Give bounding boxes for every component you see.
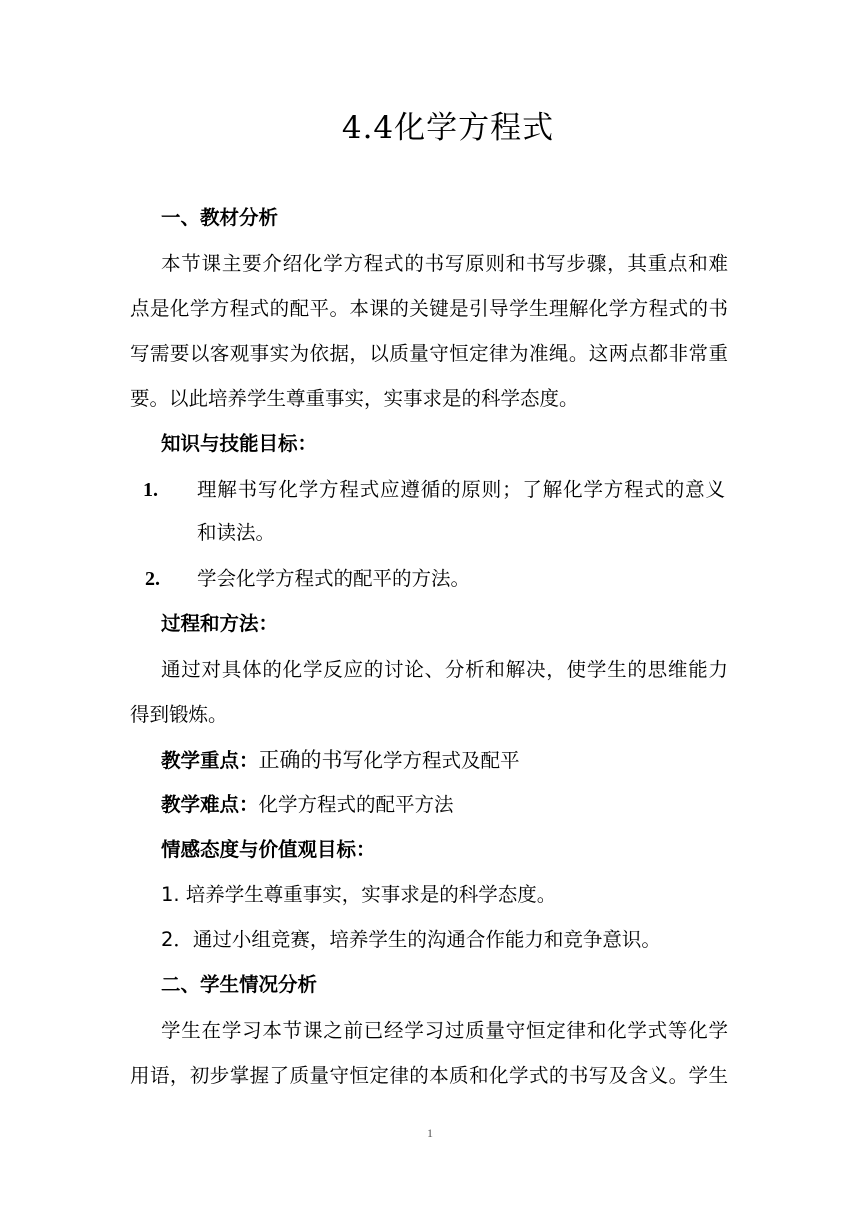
list-number: 1.: [143, 479, 158, 501]
list-item-text: 学会化学方程式的配平的方法。: [197, 567, 471, 590]
process-methods-heading: 过程和方法：: [161, 612, 279, 635]
knowledge-goals-heading: 知识与技能目标：: [161, 432, 318, 455]
difficulty-label: 教学难点：: [161, 793, 259, 816]
emotion-item: 2．通过小组竞赛，培养学生的沟通合作能力和竞争意识。: [161, 928, 661, 951]
key-point-text: 正确的书写: [258, 748, 364, 772]
key-point-text-rest: 化学方程式及配平: [363, 749, 520, 772]
difficulty-line: [161, 791, 761, 819]
paragraph-line: 得到锻炼。: [130, 703, 228, 726]
paragraph-line: 通过对具体的化学反应的讨论、分析和解决，使学生的思维能力: [161, 658, 728, 681]
paragraph-line: 学生在学习本节课之前已经学习过质量守恒定律和化学式等化学: [161, 1019, 728, 1042]
section-heading-student-analysis: 二、学生情况分析: [161, 973, 318, 996]
list-number: 2.: [145, 568, 160, 590]
document-title: 4.4化学方程式: [341, 110, 555, 146]
paragraph-line: 本节课主要介绍化学方程式的书写原则和书写步骤，其重点和难: [161, 252, 728, 275]
key-point-line: [161, 746, 761, 775]
paragraph-line: 点是化学方程式的配平。本课的关键是引导学生理解化学方程式的书: [130, 297, 728, 320]
paragraph-line: 要。以此培养学生尊重事实，实事求是的科学态度。: [130, 387, 579, 410]
paragraph-line: 用语，初步掌握了质量守恒定律的本质和化学式的书写及含义。学生: [130, 1064, 728, 1087]
emotion-goals-heading: 情感态度与价值观目标：: [161, 838, 376, 861]
emotion-item: 1. 培养学生尊重事实，实事求是的科学态度。: [161, 883, 557, 906]
key-point-label: 教学重点：: [161, 749, 259, 772]
list-item-text: 理解书写化学方程式应遵循的原则；了解化学方程式的意义: [197, 478, 725, 501]
paragraph-line: 写需要以客观事实为依据，以质量守恒定律为准绳。这两点都非常重: [130, 342, 728, 365]
list-item-text: 和读法。: [197, 521, 276, 544]
difficulty-text: 化学方程式的配平方法: [258, 793, 454, 816]
section-heading-textbook-analysis: 一、教材分析: [161, 206, 279, 229]
page-number: 1: [427, 1126, 433, 1140]
